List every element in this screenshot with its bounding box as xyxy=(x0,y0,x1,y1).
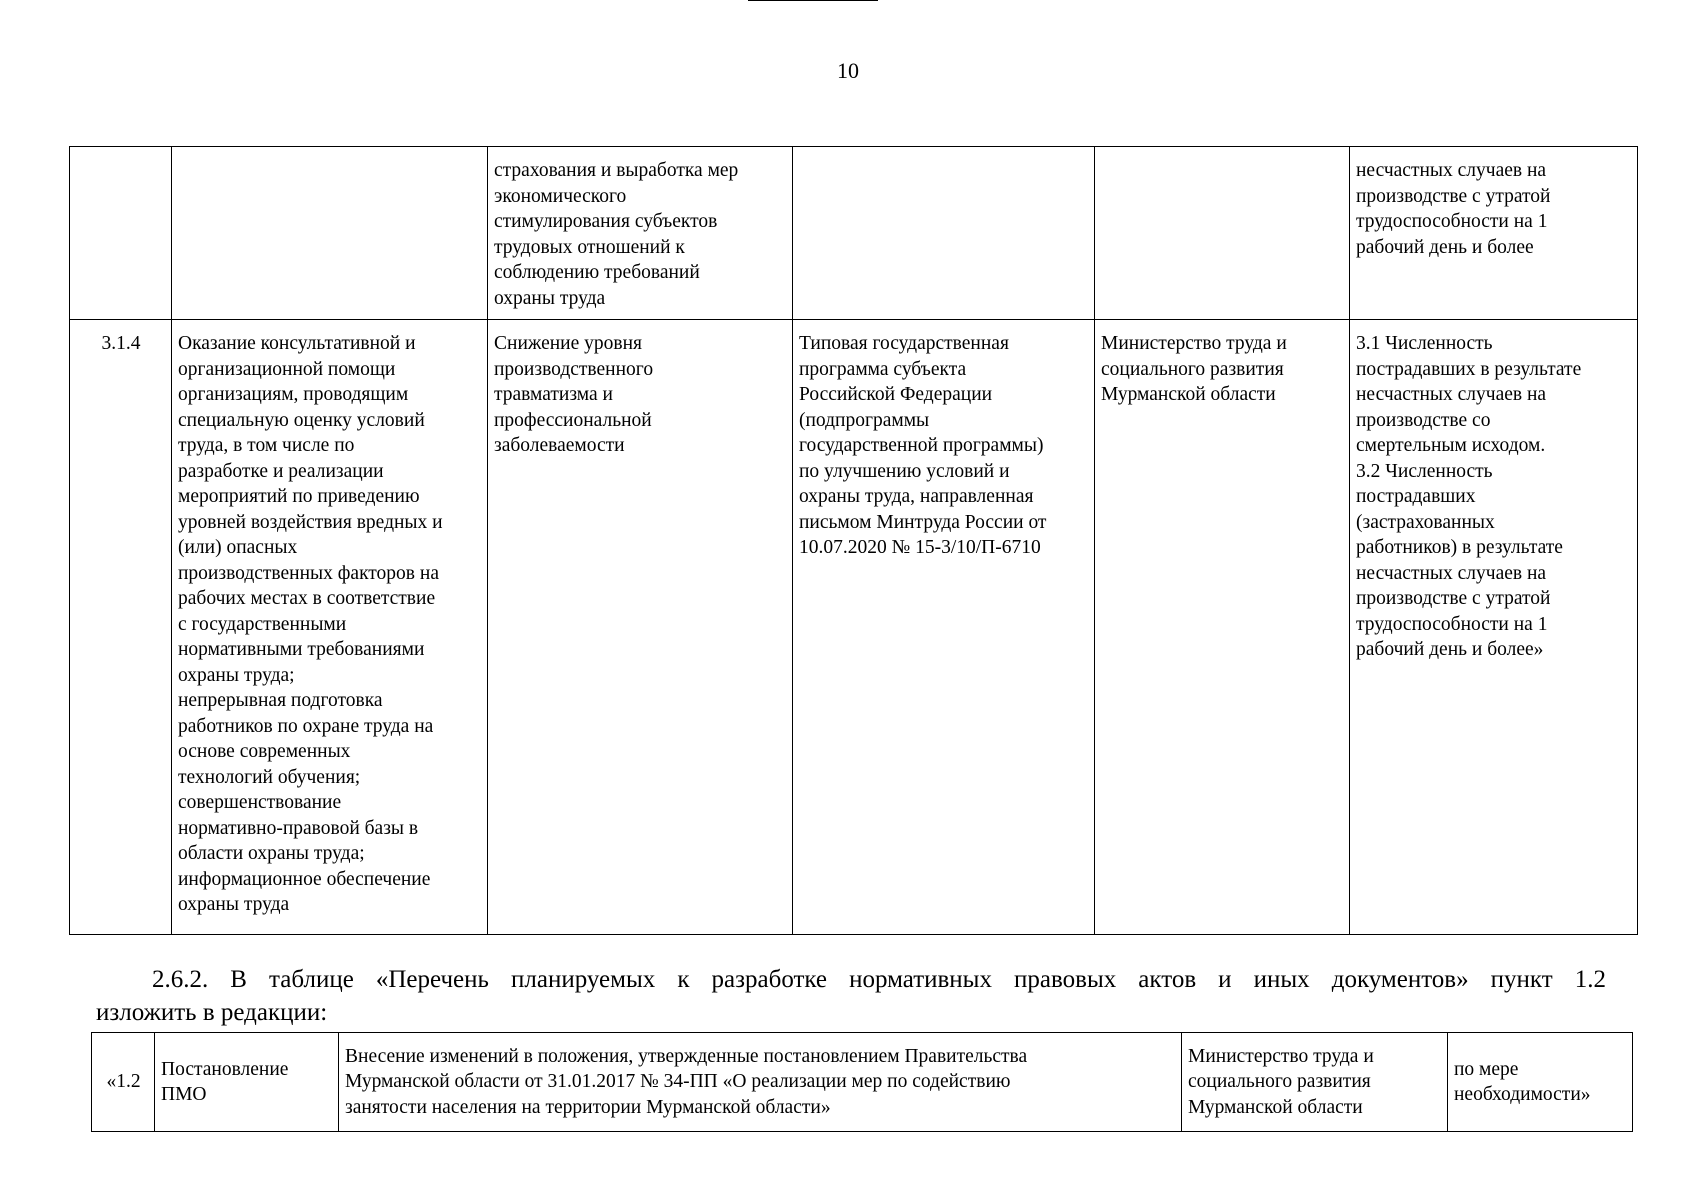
cell-text-line: Мурманской области xyxy=(1101,384,1276,405)
cell-text-line: государственной программы) xyxy=(799,435,1044,456)
cont-basis-cell xyxy=(793,147,1095,320)
cell-text-line: страхования и выработка мер xyxy=(494,160,739,181)
cell-text-line: социального развития xyxy=(1188,1071,1371,1093)
cell-text-line: письмом Минтруда России от xyxy=(799,511,1047,533)
doc-content-cell xyxy=(339,1033,1182,1132)
cell-text-line: трудовых отношений к xyxy=(494,236,685,258)
activity-cell xyxy=(172,320,488,935)
cell-text-line: Типовая государственная xyxy=(799,333,1009,354)
cell-text-line: рабочий день и более xyxy=(1356,236,1534,258)
cell-text-line: Министерство труда и xyxy=(1101,333,1287,354)
cell-text-line: экономического xyxy=(494,185,627,207)
cell-text-line: охраны труда; xyxy=(178,664,295,686)
cell-text-line: информационное обеспечение xyxy=(178,868,431,890)
cell-text-line: несчастных случаев на xyxy=(1356,160,1547,181)
cell-text-line: социального развития xyxy=(1101,358,1284,380)
cell-text-line: разработке и реализации xyxy=(178,460,384,482)
cell-text-line: непрерывная подготовка xyxy=(178,690,383,711)
cell-text-line: трудоспособности на 1 xyxy=(1356,613,1548,635)
cont-goal-cell xyxy=(488,147,793,320)
page-number: 10 xyxy=(837,58,859,83)
continuation-row xyxy=(70,147,1638,320)
cell-text-line: по улучшению условий и xyxy=(799,460,1010,482)
cell-text-line: охраны труда xyxy=(494,287,606,309)
executor-cell xyxy=(1095,320,1350,935)
cell-text-line: пострадавших в результате xyxy=(1356,358,1582,380)
cell-text-line: Российской Федерации xyxy=(799,384,993,405)
doc-type-cell xyxy=(155,1033,339,1132)
cell-text-line: 10.07.2020 № 15-3/10/П-6710 xyxy=(799,537,1041,558)
cell-text-line: технологий обучения; xyxy=(178,766,361,788)
cell-text-line: охраны труда xyxy=(178,894,290,915)
amendment-text-line2: изложить в редакции: xyxy=(96,999,328,1026)
cell-text-line: области охраны труда; xyxy=(178,843,365,864)
cell-text-line: производственного xyxy=(494,358,654,380)
cell-text-line: с государственными xyxy=(178,613,347,635)
amendment-text-line1: 2.6.2. В таблице «Перечень планируемых к разработке нормативных правовых актов и иных документов» пункт 1.2 xyxy=(152,966,1606,993)
top-rule xyxy=(748,0,878,1)
cell-text-line: занятости населения на территории Мурманской области» xyxy=(345,1096,831,1118)
cell-text-line: совершенствование xyxy=(178,792,342,813)
cell-text-line: Мурманской области от 31.01.2017 № 34-ПП «О реализации мер по содействию xyxy=(345,1071,1011,1093)
cell-text-line: производстве со xyxy=(1356,409,1491,431)
cell-text-line: рабочих местах в соответствие xyxy=(178,588,436,609)
cell-text-line: (подпрограммы xyxy=(799,409,930,431)
cell-text-line: Постановление xyxy=(161,1058,289,1080)
goal-cell xyxy=(488,320,793,935)
cont-executor-cell xyxy=(1095,147,1350,320)
table-row-1-2 xyxy=(92,1033,1633,1132)
doc-deadline-cell xyxy=(1448,1033,1633,1132)
cell-text-line: травматизма и xyxy=(494,384,613,405)
cell-text-line: организациям, проводящим xyxy=(178,384,409,405)
cell-text-line: 3.1 Численность xyxy=(1356,333,1493,354)
doc-executor-cell xyxy=(1182,1033,1448,1132)
cont-indicators-cell xyxy=(1350,147,1638,320)
cont-number-cell xyxy=(70,147,172,320)
measures-table xyxy=(69,146,1638,935)
cell-text-line: стимулирования субъектов xyxy=(494,211,718,232)
cell-text-line: нормативными требованиями xyxy=(178,639,425,660)
cell-text-line: (застрахованных xyxy=(1356,511,1495,533)
cell-text-line: производстве с утратой xyxy=(1356,588,1551,609)
row-number: 3.1.4 xyxy=(70,320,172,935)
cell-text-line: Мурманской области xyxy=(1188,1096,1363,1118)
cell-text-line: Внесение изменений в положения, утвержденные постановлением Правительства xyxy=(345,1045,1028,1067)
cell-text-line: пострадавших xyxy=(1356,486,1476,507)
cell-text-line: программа субъекта xyxy=(799,358,967,380)
cell-text-line: Оказание консультативной и xyxy=(178,333,416,354)
cell-text-line: ПМО xyxy=(161,1084,207,1105)
documents-table xyxy=(91,1032,1633,1132)
table-row-3-1-4 xyxy=(70,320,1638,935)
cell-text-line: профессиональной xyxy=(494,409,652,431)
indicators-cell xyxy=(1350,320,1638,935)
cell-text-line: мероприятий по приведению xyxy=(178,486,420,507)
cell-text-line: по мере xyxy=(1454,1058,1519,1080)
doc-row-number: «1.2 xyxy=(92,1033,155,1132)
cell-text-line: организационной помощи xyxy=(178,358,396,380)
cell-text-line: несчастных случаев на xyxy=(1356,384,1547,405)
cell-text-line: производственных факторов на xyxy=(178,562,439,584)
basis-cell xyxy=(793,320,1095,935)
cell-text-line: необходимости» xyxy=(1454,1084,1591,1105)
cell-text-line: специальную оценку условий xyxy=(178,409,425,431)
cell-text-line: труда, в том числе по xyxy=(178,435,355,456)
cell-text-line: Министерство труда и xyxy=(1188,1045,1374,1067)
cell-text-line: смертельным исходом. xyxy=(1356,435,1546,456)
cell-text-line: (или) опасных xyxy=(178,537,298,558)
cell-text-line: нормативно-правовой базы в xyxy=(178,817,419,839)
cell-text-line: трудоспособности на 1 xyxy=(1356,211,1548,232)
cell-text-line: охраны труда, направленная xyxy=(799,486,1034,507)
cell-text-line: заболеваемости xyxy=(494,435,625,456)
cell-text-line: рабочий день и более» xyxy=(1356,639,1544,660)
cell-text-line: производстве с утратой xyxy=(1356,185,1551,207)
cell-text-line: Снижение уровня xyxy=(494,333,643,354)
cell-text-line: основе современных xyxy=(178,741,351,762)
cell-text-line: работников по охране труда на xyxy=(178,715,434,737)
amendment-paragraph xyxy=(96,963,1606,1029)
cell-text-line: 3.2 Численность xyxy=(1356,460,1493,482)
cell-text-line: соблюдению требований xyxy=(494,262,700,283)
cell-text-line: уровней воздействия вредных и xyxy=(178,511,443,533)
cell-text-line: работников) в результате xyxy=(1356,537,1563,558)
cell-text-line: несчастных случаев на xyxy=(1356,562,1547,584)
cont-activity-cell xyxy=(172,147,488,320)
